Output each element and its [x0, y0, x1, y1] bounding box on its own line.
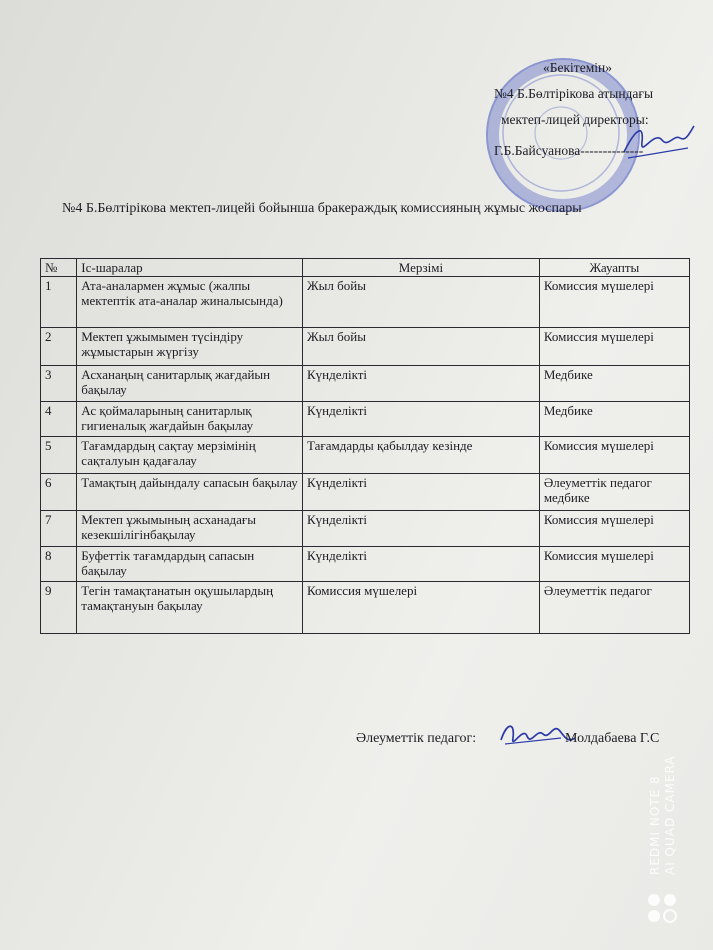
- table-row: [41, 474, 690, 511]
- row-deadline: Күнделікті: [303, 402, 540, 437]
- row-number: 8: [41, 547, 77, 582]
- row-responsible: Комиссия мүшелері: [539, 328, 689, 366]
- camera-logo-icon: [644, 890, 680, 926]
- row-deadline: Күнделікті: [303, 547, 540, 582]
- row-event: Тамақтың дайындалу сапасын бақылау: [77, 474, 303, 511]
- row-responsible: Медбике: [539, 402, 689, 437]
- school-seal-stamp: [486, 58, 640, 212]
- table-row: [41, 582, 690, 634]
- row-number: 7: [41, 511, 77, 547]
- signature-role: Әлеуметтік педагог:: [356, 731, 477, 746]
- row-deadline: Тағамдарды қабылдау кезінде: [303, 437, 540, 474]
- approval-line-school: №4 Б.Бөлтірікова атындағы: [494, 86, 654, 101]
- table-row: [41, 366, 690, 402]
- row-responsible: Медбике: [539, 366, 689, 402]
- row-responsible: Комиссия мүшелері: [539, 547, 689, 582]
- table-row: [41, 511, 690, 547]
- approval-line-position: мектеп-лицей директоры:: [501, 112, 649, 127]
- row-number: 9: [41, 582, 77, 634]
- approval-heading: «Бекітемін»: [543, 60, 612, 75]
- row-event: Буфеттік тағамдардың сапасын бақылау: [77, 547, 303, 582]
- row-responsible: Әлеуметтік педагог: [539, 582, 689, 634]
- row-deadline: Күнделікті: [303, 474, 540, 511]
- row-deadline: Жыл бойы: [303, 328, 540, 366]
- approval-line-director: Г.Б.Байсуанова--------------: [494, 143, 644, 158]
- header-deadline: Мерзімі: [303, 259, 540, 277]
- row-number: 3: [41, 366, 77, 402]
- row-number: 4: [41, 402, 77, 437]
- signature-name: Молдабаева Г.С: [565, 731, 660, 746]
- row-event: Тегін тамақтанатын оқушылардың тамақтануын бақылау: [77, 582, 303, 634]
- row-number: 6: [41, 474, 77, 511]
- row-number: 2: [41, 328, 77, 366]
- table-header-row: [41, 259, 690, 277]
- row-event: Асханаңың санитарлық жағдайын бақылау: [77, 366, 303, 402]
- row-event: Мектеп ұжымының асханадағы кезекшілігінбақылау: [77, 511, 303, 547]
- row-deadline: Күнделікті: [303, 366, 540, 402]
- row-responsible: Комиссия мүшелері: [539, 437, 689, 474]
- row-deadline: Күнделікті: [303, 511, 540, 547]
- row-event: Тағамдардың сақтау мерзімінің сақталуын қадағалау: [77, 437, 303, 474]
- table-row: [41, 437, 690, 474]
- row-event: Мектеп ұжымымен түсіндіру жұмыстарын жүргізу: [77, 328, 303, 366]
- header-responsible: Жауапты: [539, 259, 689, 277]
- row-deadline: Жыл бойы: [303, 277, 540, 328]
- table-row: [41, 328, 690, 366]
- row-responsible: Комиссия мүшелері: [539, 277, 689, 328]
- watermark-camera: AI QUAD CAMERA: [663, 755, 677, 875]
- row-event: Ата-аналармен жұмыс (жалпы мектептік ата-аналар жиналысында): [77, 277, 303, 328]
- row-event: Ас қоймаларының санитарлық гигиеналық жағдайын бақылау: [77, 402, 303, 437]
- table-row: [41, 402, 690, 437]
- work-plan-table: [40, 258, 690, 634]
- table-row: [41, 547, 690, 582]
- watermark-model: REDMI NOTE 8: [648, 775, 662, 875]
- row-number: 1: [41, 277, 77, 328]
- table-row: [41, 277, 690, 328]
- header-number: №: [41, 259, 77, 277]
- camera-watermark: [640, 730, 686, 880]
- row-responsible: Комиссия мүшелері: [539, 511, 689, 547]
- row-responsible: Әлеуметтік педагог медбике: [539, 474, 689, 511]
- row-deadline: Комиссия мүшелері: [303, 582, 540, 634]
- row-number: 5: [41, 437, 77, 474]
- document-title: №4 Б.Бөлтірікова мектеп-лицейі бойынша бракераждық комиссияның жұмыс жоспары: [62, 201, 582, 216]
- header-events: Іс-шаралар: [77, 259, 303, 277]
